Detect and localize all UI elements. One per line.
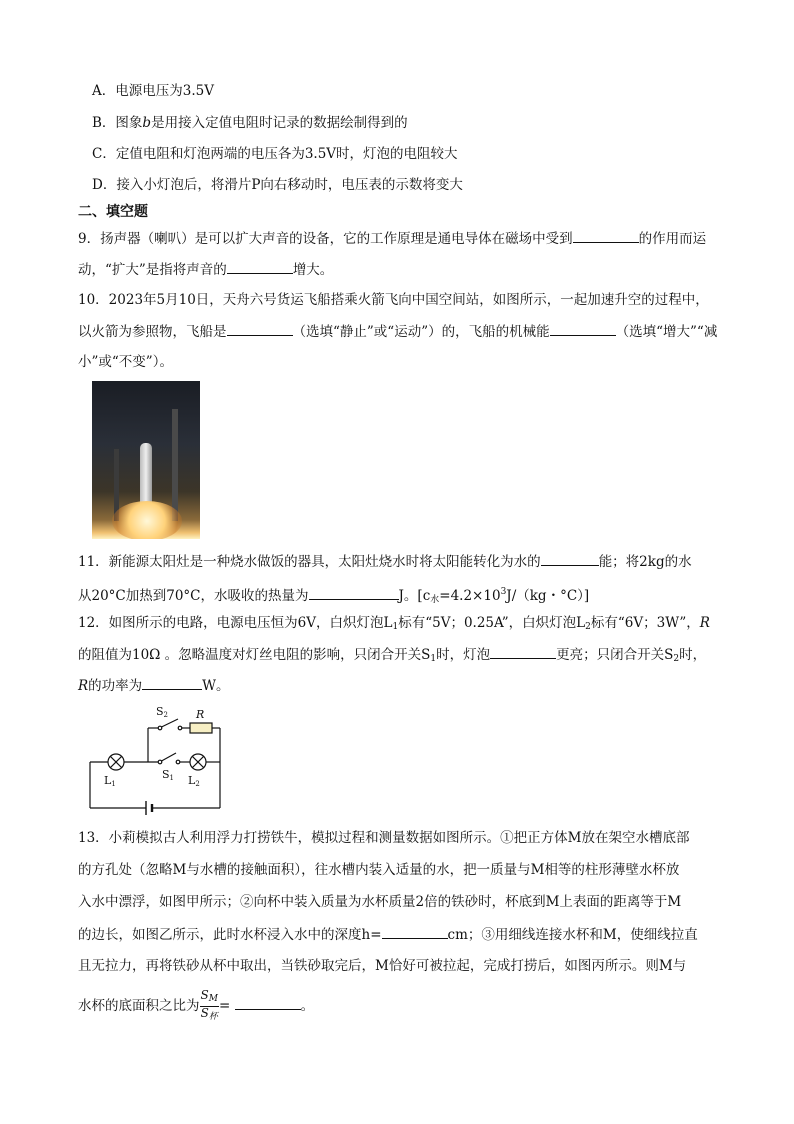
fraction-numerator: $S_M$ bbox=[200, 989, 219, 1007]
answer-blank[interactable] bbox=[382, 924, 448, 939]
q10-text: （选填“增大”“减 bbox=[615, 324, 718, 340]
option-b bbox=[92, 113, 408, 133]
q13-text: 。 bbox=[300, 998, 315, 1014]
q12-text: 时，灯泡 bbox=[436, 647, 491, 663]
q11-line1 bbox=[78, 551, 692, 572]
q10-line2 bbox=[78, 321, 717, 342]
option-d: D．接入小灯泡后，将滑片P向右移动时，电压表的示数将变大 bbox=[92, 177, 463, 193]
q12-text: 更亮；只闭合开关S bbox=[556, 647, 674, 663]
q12-text: 的阻值为10Ω 。忽略温度对灯丝电阻的影响，只闭合开关S bbox=[78, 647, 431, 663]
q12-line1 bbox=[78, 613, 710, 637]
q13-text: = bbox=[218, 998, 231, 1014]
q9-line1 bbox=[78, 228, 706, 249]
q11-text: J。[c bbox=[398, 588, 431, 604]
q11-text: J/（kg・°C）] bbox=[506, 588, 590, 604]
area-ratio-fraction bbox=[200, 989, 219, 1024]
switch-s2-blade bbox=[162, 719, 179, 727]
section-title: 二、填空题 bbox=[78, 204, 148, 220]
variable-r: R bbox=[78, 678, 89, 694]
label-l1: L1 bbox=[104, 774, 116, 788]
q10-line1: 10．2023年5月10日，天舟六号货运飞船搭乘火箭飞向中国空间站，如图所示，一起加速升空的过程中， bbox=[78, 292, 709, 308]
option-c: C．定值电阻和灯泡两端的电压各为3.5V时，灯泡的电阻较大 bbox=[92, 146, 458, 162]
q9-line2 bbox=[78, 259, 333, 280]
q9-text: 动，“扩大”是指将声音的 bbox=[78, 262, 227, 278]
superscript: 3 bbox=[500, 587, 507, 597]
subscript: 2 bbox=[673, 654, 680, 664]
q12-text: 标有“6V；3W”， bbox=[590, 615, 700, 631]
q11-text: 能；将2kg的水 bbox=[598, 554, 692, 570]
label-l2: L2 bbox=[188, 774, 200, 788]
q9-text: 9．扬声器（喇叭）是可以扩大声音的设备，它的工作原理是通电导体在磁场中受到 bbox=[78, 231, 573, 247]
option-b-var: b bbox=[142, 115, 152, 131]
q13-line6 bbox=[78, 989, 314, 1024]
q13-line5: 且无拉力，再将铁砂从杯中取出，当铁砂取完后，M恰好可被拉起，完成打捞后，如图丙所示。则M与 bbox=[78, 958, 687, 974]
rocket-flame bbox=[112, 501, 182, 539]
q13-text: 的边长，如图乙所示，此时水杯浸入水中的深度h= bbox=[78, 927, 382, 943]
q9-text: 增大。 bbox=[292, 262, 334, 278]
q13-line1: 13．小莉模拟古人利用浮力打捞铁牛，模拟过程和测量数据如图所示。①把正方体M放在架空水槽底部 bbox=[78, 830, 690, 846]
switch-s2-contact bbox=[158, 726, 162, 730]
q11-text: =4.2×10 bbox=[439, 588, 501, 604]
answer-blank[interactable] bbox=[541, 551, 599, 566]
q13-line4 bbox=[78, 924, 698, 945]
switch-s1-contact bbox=[176, 760, 180, 764]
q12-line3 bbox=[78, 675, 230, 696]
subscript: 水 bbox=[430, 595, 440, 605]
switch-s1-contact bbox=[158, 760, 162, 764]
subscript: 1 bbox=[430, 654, 437, 664]
answer-blank[interactable] bbox=[309, 585, 399, 600]
answer-blank[interactable] bbox=[142, 675, 202, 690]
q13-line2: 的方孔处（忽略M与水槽的接触面积），往水槽内装入适量的水，把一质量与M相等的柱形薄壁水杯放 bbox=[78, 862, 680, 878]
subscript: 1 bbox=[392, 622, 399, 632]
label-s2: S2 bbox=[156, 705, 169, 719]
fraction-denominator: $S_杯$ bbox=[200, 1006, 218, 1022]
label-s1: S1 bbox=[162, 768, 175, 782]
answer-blank[interactable] bbox=[573, 228, 639, 243]
q9-text: 的作用而运 bbox=[638, 231, 707, 247]
rocket-launch-photo bbox=[92, 381, 200, 539]
switch-s1-blade bbox=[162, 753, 177, 761]
q10-text: 以火箭为参照物，飞船是 bbox=[78, 324, 227, 340]
variable-r: R bbox=[699, 615, 710, 631]
q13-text: cm；③用细线连接水杯和M，使细线拉直 bbox=[447, 927, 698, 943]
subscript: 2 bbox=[585, 622, 591, 632]
label-r: R bbox=[196, 708, 205, 721]
answer-blank[interactable] bbox=[490, 644, 556, 659]
q13-line3: 入水中漂浮，如图甲所示；②向杯中装入质量为水杯质量2倍的铁砂时，杯底到M上表面的距离等于M bbox=[78, 894, 682, 910]
answer-blank[interactable] bbox=[235, 995, 301, 1010]
q12-line2 bbox=[78, 644, 706, 669]
q12-text: W。 bbox=[202, 678, 230, 694]
q11-line2 bbox=[78, 582, 589, 610]
q10-text: （选填“静止”或“运动”）的，飞船的机械能 bbox=[292, 324, 550, 340]
option-b-pre: B．图象 bbox=[92, 115, 143, 131]
q12-text: 的功率为 bbox=[88, 678, 143, 694]
q11-text: 11．新能源太阳灶是一种烧水做饭的器具，太阳灶烧水时将太阳能转化为水的 bbox=[78, 554, 541, 570]
q11-text: 从20°C加热到70°C，水吸收的热量为 bbox=[78, 588, 309, 604]
launch-tower bbox=[172, 409, 178, 521]
circuit-diagram bbox=[86, 700, 236, 820]
answer-blank[interactable] bbox=[227, 321, 293, 336]
answer-blank[interactable] bbox=[550, 321, 616, 336]
q12-text: 时， bbox=[679, 647, 707, 663]
q12-text: 标有“5V；0.25A”，白炽灯泡L bbox=[398, 615, 586, 631]
answer-blank[interactable] bbox=[227, 259, 293, 274]
q12-text: 12．如图所示的电路，电源电压恒为6V，白炽灯泡L bbox=[78, 615, 393, 631]
resistor-r bbox=[190, 723, 212, 733]
option-b-post: 是用接入定值电阻时记录的数据绘制得到的 bbox=[151, 115, 408, 131]
q10-line3: 小”或“不变”）。 bbox=[78, 354, 173, 370]
q13-text: 水杯的底面积之比为 bbox=[78, 998, 200, 1014]
switch-s2-contact bbox=[178, 726, 182, 730]
option-a: A．电源电压为3.5V bbox=[92, 83, 214, 99]
